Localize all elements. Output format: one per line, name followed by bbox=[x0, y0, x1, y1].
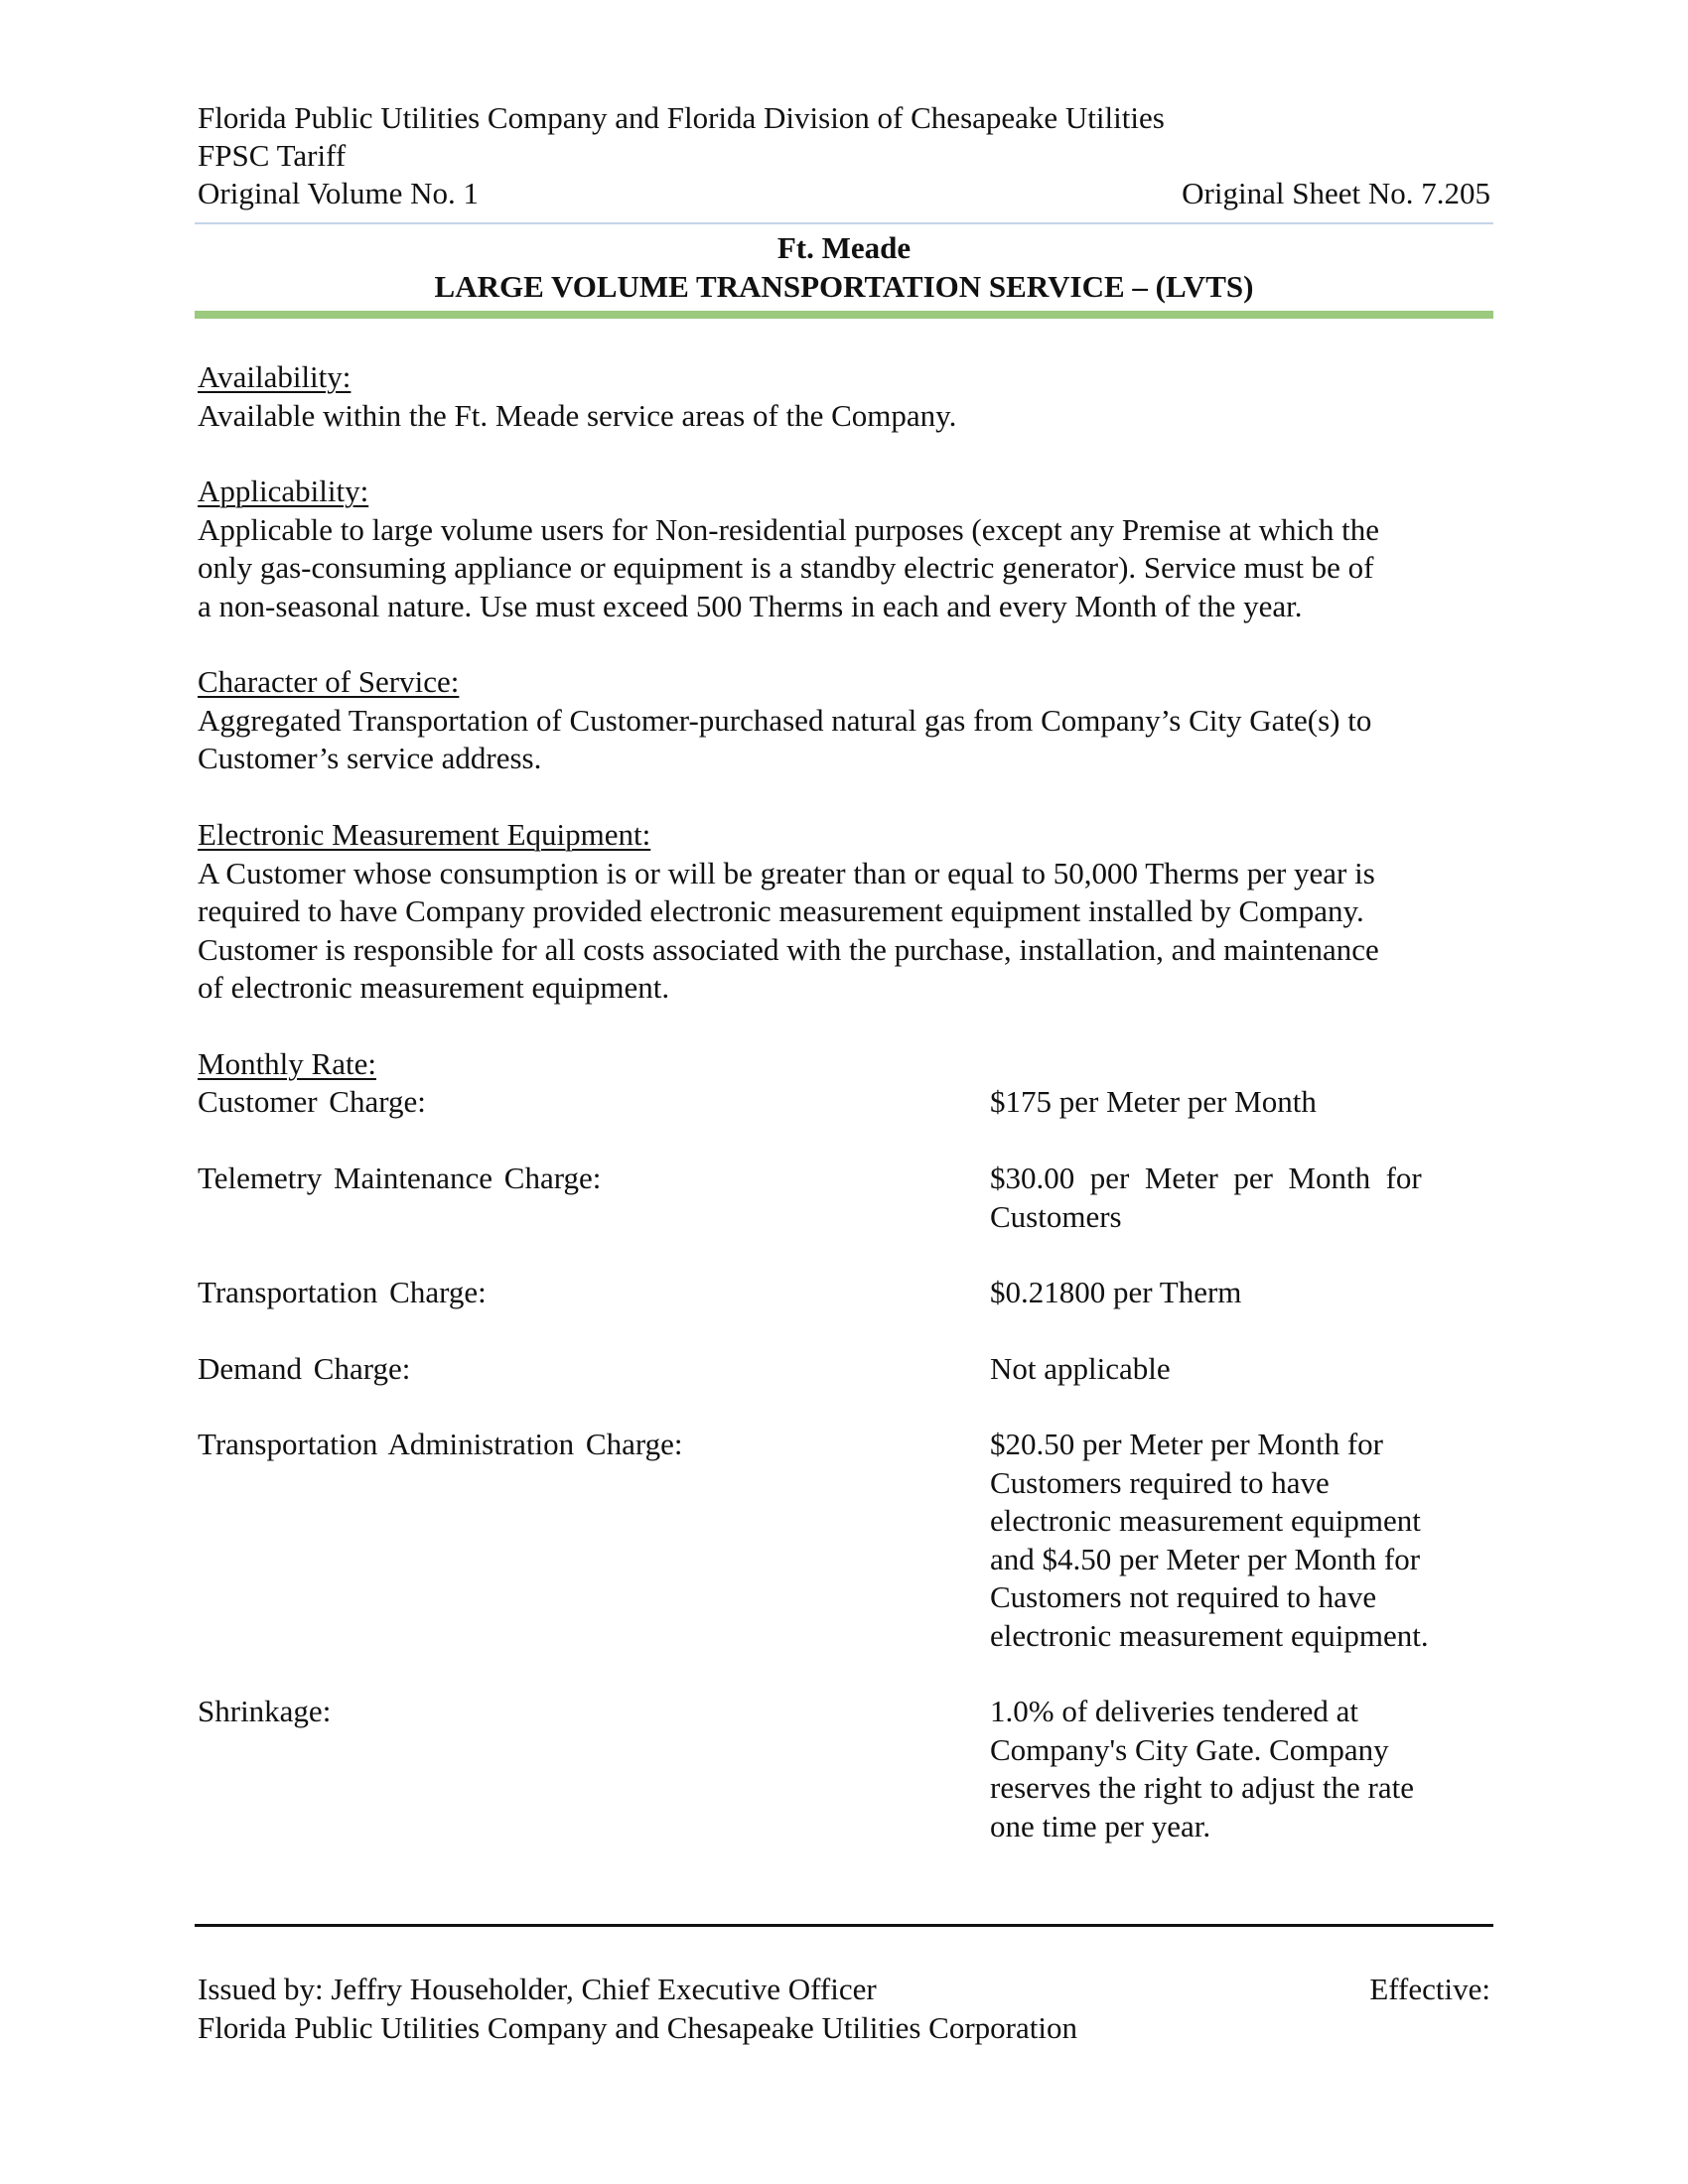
rate-value-line: Not applicable bbox=[990, 1351, 1171, 1386]
document-footer bbox=[198, 1971, 1490, 2047]
rate-value bbox=[990, 1160, 1486, 1236]
rate-value-line: electronic measurement equipment bbox=[990, 1503, 1421, 1538]
rate-value-line: reserves the right to adjust the rate bbox=[990, 1770, 1414, 1805]
electronic-line: of electronic measurement equipment. bbox=[198, 970, 670, 1005]
rate-value-line: Company's City Gate. Company bbox=[990, 1731, 1389, 1767]
rate-value-line: $30.00 per Meter per Month for bbox=[990, 1160, 1422, 1195]
electronic-heading: Electronic Measurement Equipment: bbox=[198, 817, 651, 852]
footer-effective: Effective: bbox=[1369, 1972, 1490, 2006]
applicability-line: only gas-consuming appliance or equipment is a standby electric generator). Service must be of bbox=[198, 550, 1374, 585]
rate-value-line: electronic measurement equipment. bbox=[990, 1617, 1429, 1653]
rate-value-line: Customers not required to have bbox=[990, 1579, 1377, 1614]
document-title bbox=[198, 228, 1490, 306]
monthly-rate-heading: Monthly Rate: bbox=[198, 1046, 376, 1081]
rate-value-line: and $4.50 per Meter per Month for bbox=[990, 1541, 1421, 1576]
applicability-line: Applicable to large volume users for Non-residential purposes (except any Premise at which the bbox=[198, 511, 1379, 547]
character-of-service-section bbox=[198, 663, 1490, 778]
applicability-heading: Applicability: bbox=[198, 474, 369, 508]
header-sheet-number: Original Sheet No. 7.205 bbox=[1182, 176, 1490, 210]
character-line: Customer’s service address. bbox=[198, 741, 542, 775]
electronic-measurement-section bbox=[198, 816, 1490, 1008]
rate-label: Customer Charge: bbox=[198, 1084, 426, 1119]
title-divider bbox=[195, 311, 1493, 319]
title-location: Ft. Meade bbox=[776, 230, 912, 265]
rate-value bbox=[990, 1426, 1486, 1655]
character-line: Aggregated Transportation of Customer-purchased natural gas from Company’s City Gate(s) to bbox=[198, 702, 1372, 738]
rate-value bbox=[990, 1350, 1486, 1389]
footer-issued-by: Issued by: Jeffry Householder, Chief Executive Officer bbox=[198, 1972, 877, 2006]
header-volume: Original Volume No. 1 bbox=[198, 176, 480, 210]
availability-heading: Availability: bbox=[198, 359, 352, 394]
footer-divider bbox=[195, 1924, 1493, 1927]
electronic-line: Customer is responsible for all costs associated with the purchase, installation, and maintenance bbox=[198, 931, 1379, 967]
rate-label: Transportation Administration Charge: bbox=[198, 1427, 683, 1461]
rate-value bbox=[990, 1083, 1486, 1122]
rate-label: Transportation Charge: bbox=[198, 1275, 487, 1309]
rate-value-line: $20.50 per Meter per Month for bbox=[990, 1427, 1384, 1461]
electronic-line: A Customer whose consumption is or will be greater than or equal to 50,000 Therms per year is bbox=[198, 855, 1375, 890]
rate-value bbox=[990, 1274, 1486, 1312]
header-volume-row bbox=[198, 175, 1490, 212]
footer-company: Florida Public Utilities Company and Chesapeake Utilities Corporation bbox=[198, 2009, 1077, 2045]
character-heading: Character of Service: bbox=[198, 664, 460, 699]
header-company-line: Florida Public Utilities Company and Florida Division of Chesapeake Utilities bbox=[198, 100, 1165, 135]
applicability-section bbox=[198, 473, 1490, 625]
rate-value-line: Customers required to have bbox=[990, 1464, 1330, 1500]
title-service: LARGE VOLUME TRANSPORTATION SERVICE – (LVTS) bbox=[434, 269, 1254, 304]
availability-section bbox=[198, 358, 1490, 435]
rate-value-line: one time per year. bbox=[990, 1808, 1211, 1843]
applicability-line: a non-seasonal nature. Use must exceed 500 Therms in each and every Month of the year. bbox=[198, 588, 1303, 623]
rate-value-line: $0.21800 per Therm bbox=[990, 1275, 1242, 1309]
document-header bbox=[198, 99, 1490, 212]
availability-text: Available within the Ft. Meade service areas of the Company. bbox=[198, 397, 957, 433]
rate-value-line: $175 per Meter per Month bbox=[990, 1084, 1317, 1119]
monthly-rate-section bbox=[198, 1045, 1490, 1084]
rate-label: Shrinkage: bbox=[198, 1694, 332, 1728]
header-tariff-line: FPSC Tariff bbox=[198, 138, 347, 173]
header-divider bbox=[195, 222, 1493, 224]
electronic-line: required to have Company provided electronic measurement equipment installed by Company. bbox=[198, 893, 1364, 928]
rate-value-line: 1.0% of deliveries tendered at bbox=[990, 1694, 1358, 1728]
rate-label: Demand Charge: bbox=[198, 1351, 411, 1386]
rate-label: Telemetry Maintenance Charge: bbox=[198, 1160, 602, 1195]
rate-value bbox=[990, 1693, 1486, 1845]
rate-value-line: Customers bbox=[990, 1198, 1122, 1234]
footer-issued-row bbox=[198, 1971, 1490, 2009]
